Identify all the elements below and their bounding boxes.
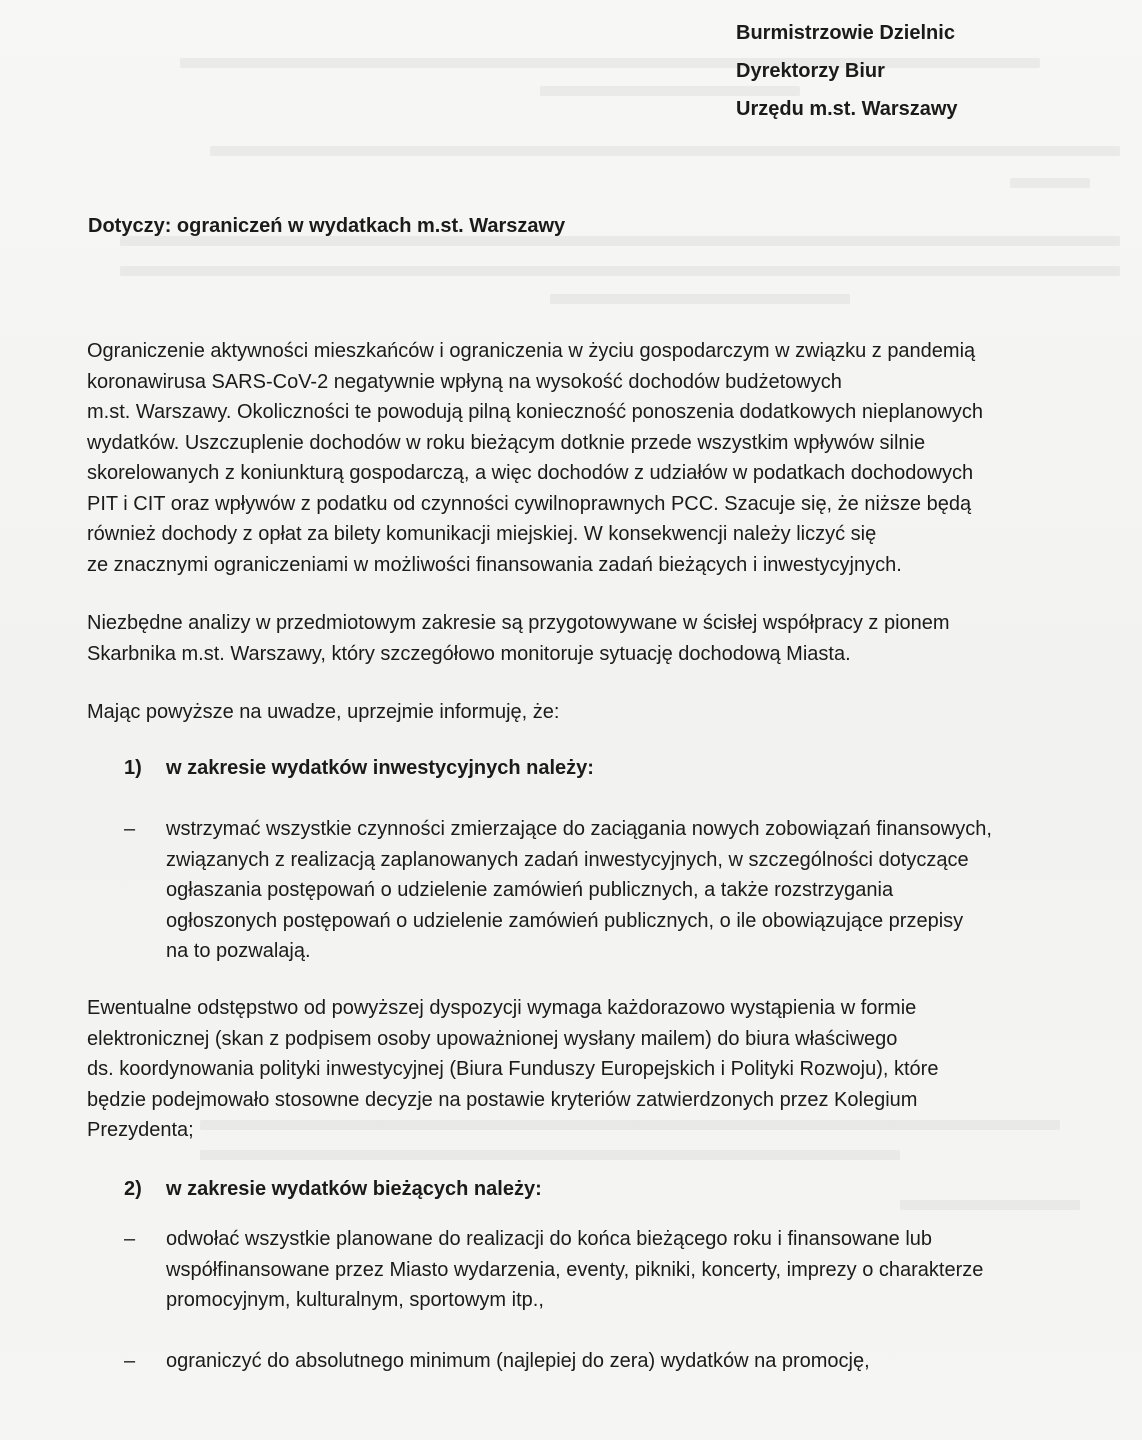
list-item-body (166, 1224, 983, 1316)
section-heading-investment (124, 753, 594, 783)
text-line: związanych z realizacją zaplanowanych zadań inwestycyjnych, w szczególności dotyczące (166, 848, 969, 871)
addressee-block (736, 14, 958, 128)
list-item-body (166, 1346, 870, 1377)
text-line: ogłoszonych postępowań o udzielenie zamówień publicznych, o ile obowiązujące przepisy (166, 909, 964, 932)
addressee-line: Burmistrzowie Dzielnic (736, 22, 955, 44)
text-line: Niezbędne analizy w przedmiotowym zakresie są przygotowywane w ścisłej współpracy z pionem (87, 612, 950, 634)
text-line: również dochody z opłat za bilety komunikacji miejskiej. W konsekwencji należy liczyć się (87, 523, 877, 545)
bleed-through-mark (200, 1150, 900, 1160)
text-line: ds. koordynowania polityki inwestycyjnej (Biura Funduszy Europejskich i Polityki Rozwoju), które (87, 1058, 939, 1080)
text-line: PIT i CIT oraz wpływów z podatku od czynności cywilnoprawnych PCC. Szacuje się, że niższe będą (87, 492, 972, 515)
bleed-through-mark (210, 146, 1120, 156)
paragraph-exception (87, 993, 938, 1146)
text-line: promocyjnym, kulturalnym, sportowym itp., (166, 1289, 544, 1311)
text-line: m.st. Warszawy. Okoliczności te powodują pilną konieczność ponoszenia dodatkowych nieplanowych (87, 401, 984, 423)
paragraph-analysis (87, 608, 950, 669)
text-line: na to pozwalają. (166, 940, 311, 962)
text-line: wydatków. Uszczuplenie dochodów w roku bieżącym dotknie przede wszystkim wpływów silnie (87, 431, 926, 454)
list-item-body (166, 814, 992, 967)
text-line: Prezydenta; (87, 1119, 194, 1141)
addressee-line: Urzędu m.st. Warszawy (736, 98, 958, 120)
dash-marker: – (124, 1350, 136, 1372)
dash-marker: – (124, 818, 136, 840)
text-line: współfinansowane przez Miasto wydarzenia, eventy, pikniki, koncerty, imprezy o charakterze (166, 1258, 984, 1281)
text-line: wstrzymać wszystkie czynności zmierzające do zaciągania nowych zobowiązań finansowych, (166, 818, 992, 840)
subject-line: Dotyczy: ograniczeń w wydatkach m.st. Warszawy (88, 215, 566, 237)
text-line: koronawirusa SARS-CoV-2 negatywnie wpłyną na wysokość dochodów budżetowych (87, 370, 842, 393)
text-line: elektronicznej (skan z podpisem osoby upoważnionej wysłany mailem) do biura właściwego (87, 1027, 898, 1050)
text-line: odwołać wszystkie planowane do realizacji do końca bieżącego roku i finansowane lub (166, 1228, 933, 1250)
paragraph-notice (87, 697, 559, 728)
bleed-through-mark (550, 294, 850, 304)
text-line: ogłaszania postępowań o udzielenie zamówień publicznych, a także rozstrzygania (166, 879, 894, 901)
section-number: 2) (124, 1178, 142, 1200)
addressee-line: Dyrektorzy Biur (736, 60, 885, 82)
section-heading-current (124, 1174, 542, 1204)
section-title: w zakresie wydatków bieżących należy: (166, 1178, 542, 1200)
text-line: ograniczyć do absolutnego minimum (najlepiej do zera) wydatków na promocję, (166, 1350, 870, 1372)
text-line: Mając powyższe na uwadze, uprzejmie informuję, że: (87, 701, 560, 723)
bleed-through-mark (1010, 178, 1090, 188)
text-line: skorelowanych z koniunkturą gospodarczą, a więc dochodów z udziałów w podatkach dochodowych (87, 462, 974, 484)
text-line: ze znacznymi ograniczeniami w możliwości finansowania zadań bieżących i inwestycyjnych. (87, 553, 902, 576)
section-title: w zakresie wydatków inwestycyjnych należy: (166, 757, 594, 779)
paragraph-intro (87, 336, 983, 580)
text-line: Skarbnika m.st. Warszawy, który szczegółowo monitoruje sytuację dochodową Miasta. (87, 642, 851, 665)
text-line: Ograniczenie aktywności mieszkańców i ograniczenia w życiu gospodarczym w związku z pandemią (87, 340, 976, 362)
section-number: 1) (124, 757, 142, 779)
text-line: będzie podejmowało stosowne decyzje na postawie kryteriów zatwierdzonych przez Kolegium (87, 1088, 918, 1111)
dash-marker: – (124, 1228, 136, 1250)
bleed-through-mark (900, 1200, 1080, 1210)
text-line: Ewentualne odstępstwo od powyższej dyspozycji wymaga każdorazowo wystąpienia w formie (87, 997, 917, 1019)
bleed-through-mark (120, 266, 1120, 276)
